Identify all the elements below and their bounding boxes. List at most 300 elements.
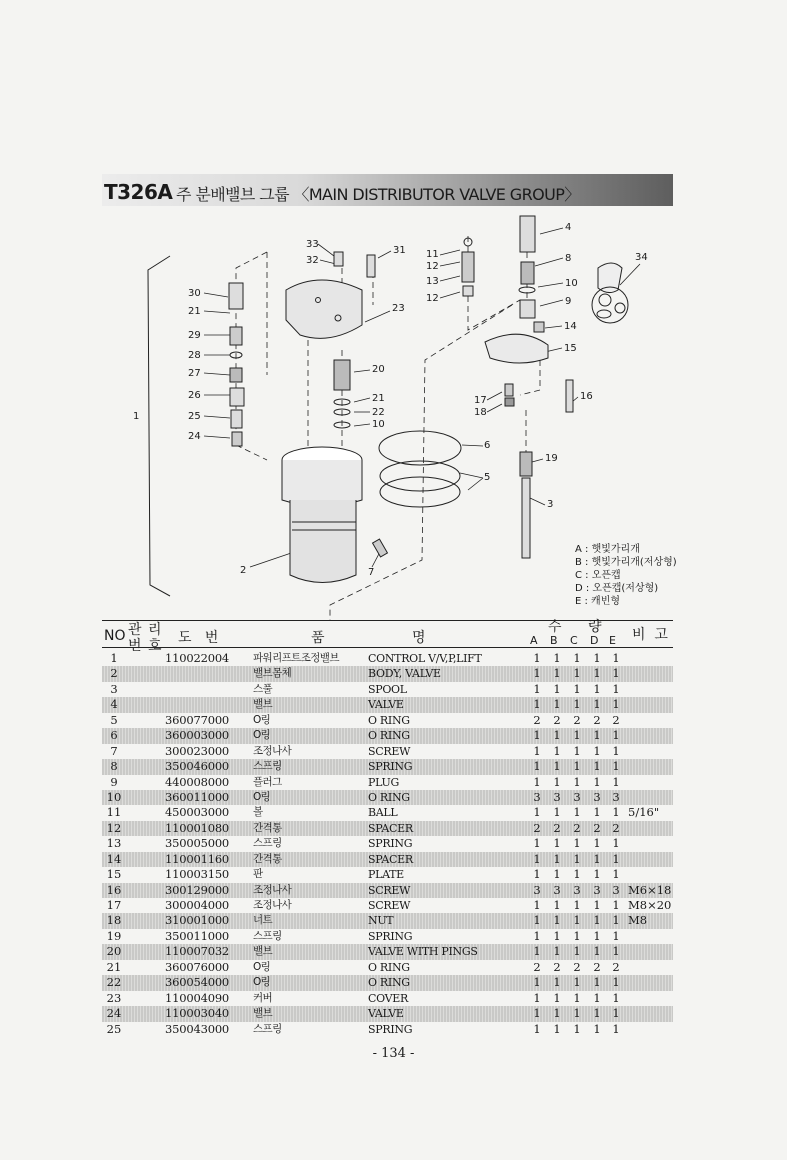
group-code: T326A — [104, 180, 173, 204]
table-row — [102, 975, 673, 990]
qty-c: 1 — [573, 990, 581, 1005]
qty-d: 1 — [593, 697, 601, 712]
part-label: 25 — [188, 411, 201, 422]
qty-e: 1 — [612, 944, 620, 959]
qty-c: 1 — [573, 851, 581, 866]
qty-e: 2 — [612, 712, 620, 727]
qty-e: 1 — [612, 743, 620, 758]
qty-e: 1 — [612, 666, 620, 681]
qty-a: 2 — [533, 712, 541, 727]
row-name-kr: 간격통 — [253, 852, 282, 865]
qty-c: 1 — [573, 1006, 581, 1021]
row-name-kr: O링 — [253, 790, 271, 803]
part-label: 9 — [565, 296, 572, 307]
row-name-kr: O링 — [253, 729, 271, 742]
qty-e: 1 — [612, 651, 620, 665]
qty-e: 1 — [612, 990, 620, 1005]
qty-e: 1 — [612, 728, 620, 743]
qty-d: 2 — [593, 712, 601, 727]
qty-a: 1 — [533, 681, 541, 696]
qty-b: 1 — [553, 975, 561, 990]
row-note: 5/16" — [628, 805, 660, 820]
part-label: 2 — [240, 565, 247, 576]
row-code: 360054000 — [165, 975, 230, 990]
qty-c: 2 — [573, 820, 581, 835]
row-name-en: VALVE — [368, 698, 404, 712]
qty-a: 1 — [533, 928, 541, 943]
table-row — [102, 775, 673, 790]
qty-b: 1 — [553, 928, 561, 943]
qty-d: 2 — [593, 959, 601, 974]
row-name-en: SPACER — [368, 852, 413, 866]
row-no: 14 — [106, 851, 122, 866]
row-name-en: O RING — [368, 976, 410, 990]
qty-a: 1 — [533, 1021, 541, 1036]
qty-e: 2 — [612, 959, 620, 974]
part-label: 29 — [188, 330, 201, 341]
qty-e: 1 — [612, 1006, 620, 1021]
part-label: 5 — [484, 472, 491, 483]
qty-e: 1 — [612, 867, 620, 882]
part-label: 28 — [188, 350, 201, 361]
qty-c: 1 — [573, 743, 581, 758]
row-note: M8×20 — [628, 898, 672, 912]
qty-a: 1 — [533, 867, 541, 882]
row-name-en: VALVE — [368, 1007, 404, 1021]
qty-e: 1 — [612, 928, 620, 943]
row-name-kr: 너트 — [253, 914, 273, 927]
row-code: 350011000 — [165, 928, 230, 943]
qty-a: 1 — [533, 759, 541, 774]
qty-e: 1 — [612, 851, 620, 866]
row-name-en: BALL — [368, 806, 398, 820]
qty-b: 1 — [553, 851, 561, 866]
row-code: 350046000 — [165, 759, 230, 774]
part-label: 4 — [565, 222, 572, 233]
part-label: 22 — [372, 407, 385, 418]
qty-c: 1 — [573, 944, 581, 959]
model-legend — [575, 543, 677, 608]
qty-a: 3 — [533, 789, 541, 804]
qty-d: 2 — [593, 820, 601, 835]
row-no: 19 — [106, 928, 122, 943]
legend-item: D : 오픈캡(저상형) — [575, 583, 659, 594]
legend-item: B : 햇빛가리개(저상형) — [575, 557, 677, 568]
part-label: 16 — [580, 391, 593, 402]
row-name-en: SPRING — [368, 837, 413, 851]
part-label: 11 — [426, 249, 439, 260]
row-name-en: SCREW — [368, 883, 411, 897]
table-row — [102, 852, 673, 867]
table-row — [102, 991, 673, 1006]
part-label: 10 — [372, 419, 385, 430]
row-no: 23 — [106, 990, 122, 1005]
qty-d: 1 — [593, 759, 601, 774]
table-row — [102, 944, 673, 959]
qty-b: 1 — [553, 651, 561, 665]
row-name-kr: 커버 — [253, 991, 273, 1004]
table-row — [102, 1022, 673, 1037]
row-name-en: SCREW — [368, 899, 411, 912]
row-name-kr: 스풀 — [253, 682, 273, 695]
qty-a: 1 — [533, 666, 541, 681]
qty-a: 1 — [533, 651, 541, 665]
col-header-no: NO — [104, 628, 126, 644]
qty-b: 1 — [553, 743, 561, 758]
qty-d: 1 — [593, 836, 601, 851]
row-no: 15 — [106, 867, 122, 882]
qty-e: 2 — [612, 820, 620, 835]
qty-e: 1 — [612, 805, 620, 820]
row-no: 18 — [106, 913, 122, 928]
part-label: 21 — [188, 306, 201, 317]
qty-col-c: C — [570, 634, 578, 647]
table-row — [102, 790, 673, 805]
qty-b: 2 — [553, 959, 561, 974]
qty-a: 1 — [533, 728, 541, 743]
qty-d: 3 — [593, 882, 601, 897]
qty-a: 1 — [533, 975, 541, 990]
row-name-en: COVER — [368, 991, 408, 1005]
qty-e: 1 — [612, 759, 620, 774]
qty-b: 1 — [553, 1006, 561, 1021]
qty-a: 1 — [533, 913, 541, 928]
page-number: - 134 - — [372, 1046, 415, 1061]
qty-b: 1 — [553, 990, 561, 1005]
row-name-kr: 스프링 — [253, 760, 282, 773]
qty-d: 1 — [593, 681, 601, 696]
row-name-kr: 볼 — [253, 806, 263, 819]
qty-c: 1 — [573, 651, 581, 665]
row-code: 300129000 — [165, 882, 230, 897]
table-row — [102, 867, 673, 882]
qty-d: 1 — [593, 851, 601, 866]
qty-b: 1 — [553, 774, 561, 789]
qty-d: 1 — [593, 666, 601, 681]
row-no: 11 — [106, 805, 122, 820]
qty-b: 2 — [553, 712, 561, 727]
row-no: 17 — [106, 898, 122, 912]
qty-c: 1 — [573, 898, 581, 912]
part-label: 3 — [547, 499, 554, 510]
part-label: 1 — [133, 411, 140, 422]
qty-e: 1 — [612, 774, 620, 789]
qty-b: 1 — [553, 759, 561, 774]
part-label: 7 — [368, 567, 375, 578]
row-no: 6 — [110, 728, 118, 743]
row-note: M8 — [628, 913, 648, 928]
table-row — [102, 883, 673, 898]
qty-a: 2 — [533, 959, 541, 974]
qty-d: 1 — [593, 743, 601, 758]
row-no: 9 — [110, 774, 118, 789]
qty-col-a: A — [530, 634, 538, 647]
qty-e: 1 — [612, 697, 620, 712]
row-name-en: SPRING — [368, 760, 413, 774]
qty-b: 3 — [553, 789, 561, 804]
row-no: 20 — [106, 944, 122, 959]
row-no: 24 — [106, 1006, 122, 1021]
table-row — [102, 682, 673, 697]
row-name-en: O RING — [368, 960, 410, 974]
qty-c: 1 — [573, 681, 581, 696]
row-code: 360077000 — [165, 712, 230, 727]
legend-item: A : 햇빛가리개 — [575, 544, 640, 555]
part-label: 18 — [474, 407, 487, 418]
row-name-kr: 밸브 — [253, 945, 273, 958]
part-label: 17 — [474, 395, 487, 406]
part-label: 27 — [188, 368, 201, 379]
row-name-en: NUT — [368, 914, 394, 928]
qty-a: 1 — [533, 851, 541, 866]
row-code: 110001160 — [165, 851, 230, 866]
qty-a: 1 — [533, 774, 541, 789]
row-code: 310001000 — [165, 913, 230, 928]
part-label: 33 — [306, 239, 319, 250]
table-row — [102, 744, 673, 759]
part-label: 26 — [188, 390, 201, 401]
row-no: 25 — [106, 1021, 122, 1036]
qty-c: 2 — [573, 712, 581, 727]
part-label: 6 — [484, 440, 491, 451]
row-code: 300023000 — [165, 743, 230, 758]
row-name-kr: 밸브몸체 — [253, 667, 292, 680]
part-label: 32 — [306, 255, 319, 266]
qty-d: 1 — [593, 774, 601, 789]
part-label: 19 — [545, 453, 558, 464]
qty-d: 1 — [593, 1021, 601, 1036]
qty-b: 1 — [553, 666, 561, 681]
part-label: 15 — [564, 343, 577, 354]
qty-a: 2 — [533, 820, 541, 835]
row-name-en: PLUG — [368, 775, 399, 789]
row-no: 16 — [106, 882, 122, 897]
qty-b: 3 — [553, 882, 561, 897]
table-row — [102, 805, 673, 820]
part-label: 30 — [188, 288, 201, 299]
qty-d: 1 — [593, 1006, 601, 1021]
qty-d: 1 — [593, 913, 601, 928]
qty-c: 1 — [573, 1021, 581, 1036]
qty-col-e: E — [609, 634, 616, 647]
legend-item: C : 오픈캡 — [575, 570, 621, 581]
row-code: 360011000 — [165, 789, 230, 804]
row-code: 110003150 — [165, 867, 230, 882]
row-name-en: VALVE WITH PINGS — [368, 945, 478, 959]
row-name-kr: 간격통 — [253, 821, 282, 834]
part-label: 31 — [393, 245, 406, 256]
part-label: 34 — [635, 252, 648, 263]
table-row — [102, 713, 673, 728]
col-header-name-left: 품 — [311, 630, 325, 646]
qty-b: 1 — [553, 898, 561, 912]
part-label: 10 — [565, 278, 578, 289]
part-label: 24 — [188, 431, 201, 442]
row-no: 8 — [110, 759, 118, 774]
qty-d: 1 — [593, 975, 601, 990]
row-no: 10 — [106, 789, 122, 804]
qty-e: 1 — [612, 975, 620, 990]
row-name-kr: 스프링 — [253, 1022, 282, 1035]
table-row — [102, 759, 673, 774]
qty-c: 1 — [573, 928, 581, 943]
row-code: 110022004 — [165, 651, 230, 665]
row-code: 300004000 — [165, 898, 230, 912]
qty-c: 1 — [573, 728, 581, 743]
qty-c: 1 — [573, 867, 581, 882]
row-name-kr: 플러그 — [253, 775, 282, 788]
row-name-kr: 밸브 — [253, 1007, 273, 1020]
row-no: 7 — [110, 743, 118, 758]
qty-b: 1 — [553, 728, 561, 743]
row-name-en: PLATE — [368, 868, 404, 882]
row-no: 4 — [110, 697, 118, 712]
col-header-mgmt-top: 관 리 — [128, 622, 163, 638]
parts-table — [102, 651, 673, 1037]
table-row — [102, 651, 673, 666]
part-label: 12 — [426, 293, 439, 304]
qty-c: 2 — [573, 959, 581, 974]
legend-item: E : 캐빈형 — [575, 596, 621, 607]
table-row — [102, 1006, 673, 1021]
qty-e: 1 — [612, 1021, 620, 1036]
qty-c: 1 — [573, 666, 581, 681]
row-no: 2 — [110, 666, 118, 681]
qty-a: 3 — [533, 882, 541, 897]
qty-d: 1 — [593, 928, 601, 943]
qty-a: 1 — [533, 697, 541, 712]
row-name-en: SPOOL — [368, 682, 407, 696]
col-header-qty-right: 량 — [588, 619, 602, 635]
col-header-mgmt-bottom: 번 호 — [128, 638, 163, 654]
row-name-kr: O링 — [253, 960, 271, 973]
row-no: 22 — [106, 975, 122, 990]
part-label: 14 — [564, 321, 577, 332]
row-code: 440008000 — [165, 774, 230, 789]
row-code: 350043000 — [165, 1021, 230, 1036]
qty-e: 1 — [612, 836, 620, 851]
qty-c: 1 — [573, 697, 581, 712]
qty-a: 1 — [533, 1006, 541, 1021]
qty-d: 1 — [593, 990, 601, 1005]
table-row — [102, 836, 673, 851]
part-label: 20 — [372, 364, 385, 375]
row-no: 1 — [110, 651, 118, 665]
qty-b: 1 — [553, 805, 561, 820]
qty-d: 3 — [593, 789, 601, 804]
qty-c: 1 — [573, 975, 581, 990]
row-code: 450003000 — [165, 805, 230, 820]
row-name-kr: 판 — [253, 868, 263, 881]
row-code: 110003040 — [165, 1006, 230, 1021]
row-code: 110001080 — [165, 820, 230, 835]
row-note: M6×18 — [628, 882, 672, 897]
qty-d: 1 — [593, 728, 601, 743]
part-label: 13 — [426, 276, 439, 287]
qty-col-d: D — [590, 634, 599, 647]
row-name-kr: O링 — [253, 713, 271, 726]
qty-c: 3 — [573, 789, 581, 804]
row-no: 13 — [106, 836, 122, 851]
row-name-kr: 파워리프트조정밸브 — [253, 652, 339, 664]
qty-a: 1 — [533, 944, 541, 959]
row-name-en: O RING — [368, 729, 410, 743]
table-row — [102, 913, 673, 928]
table-row — [102, 929, 673, 944]
qty-b: 1 — [553, 836, 561, 851]
table-row — [102, 960, 673, 975]
qty-e: 1 — [612, 898, 620, 912]
qty-col-b: B — [550, 634, 558, 647]
row-name-en: SPACER — [368, 821, 413, 835]
qty-c: 3 — [573, 882, 581, 897]
row-name-en: O RING — [368, 713, 410, 727]
qty-e: 3 — [612, 882, 620, 897]
col-header-remarks: 비 고 — [632, 627, 668, 643]
qty-c: 1 — [573, 759, 581, 774]
qty-b: 1 — [553, 913, 561, 928]
qty-d: 1 — [593, 867, 601, 882]
qty-c: 1 — [573, 774, 581, 789]
qty-b: 1 — [553, 1021, 561, 1036]
qty-c: 1 — [573, 913, 581, 928]
table-header-rule — [102, 647, 673, 648]
row-name-en: CONTROL V/V,P,LIFT — [368, 652, 482, 665]
row-name-en: O RING — [368, 790, 410, 804]
qty-b: 1 — [553, 697, 561, 712]
row-name-en: SPRING — [368, 1022, 413, 1036]
qty-d: 1 — [593, 898, 601, 912]
qty-b: 1 — [553, 867, 561, 882]
col-header-drawing: 도 번 — [178, 630, 219, 646]
table-row — [102, 898, 673, 913]
row-name-kr: 밸브 — [253, 698, 273, 711]
qty-b: 2 — [553, 820, 561, 835]
table-row — [102, 728, 673, 743]
qty-d: 1 — [593, 944, 601, 959]
group-title: 주 분배밸브 그룹 〈MAIN DISTRIBUTOR VALVE GROUP〉 — [176, 185, 580, 204]
row-code: 110004090 — [165, 990, 230, 1005]
row-name-kr: 조정나사 — [253, 899, 292, 911]
row-name-kr: 조정나사 — [253, 883, 292, 896]
row-code: 360076000 — [165, 959, 230, 974]
qty-d: 1 — [593, 805, 601, 820]
row-no: 3 — [110, 681, 118, 696]
part-label: 8 — [565, 253, 572, 264]
col-header-name-right: 명 — [412, 630, 426, 646]
table-row — [102, 821, 673, 836]
qty-c: 1 — [573, 805, 581, 820]
qty-b: 1 — [553, 944, 561, 959]
qty-a: 1 — [533, 805, 541, 820]
row-no: 12 — [106, 820, 122, 835]
qty-a: 1 — [533, 990, 541, 1005]
qty-d: 1 — [593, 651, 601, 665]
row-code: 350005000 — [165, 836, 230, 851]
qty-e: 1 — [612, 913, 620, 928]
qty-a: 1 — [533, 743, 541, 758]
row-no: 21 — [106, 959, 122, 974]
row-no: 5 — [110, 712, 118, 727]
row-name-en: SPRING — [368, 929, 413, 943]
qty-a: 1 — [533, 836, 541, 851]
row-code: 110007032 — [165, 944, 230, 959]
qty-e: 3 — [612, 789, 620, 804]
part-label: 21 — [372, 393, 385, 404]
qty-e: 1 — [612, 681, 620, 696]
part-label: 23 — [392, 303, 405, 314]
qty-b: 1 — [553, 681, 561, 696]
